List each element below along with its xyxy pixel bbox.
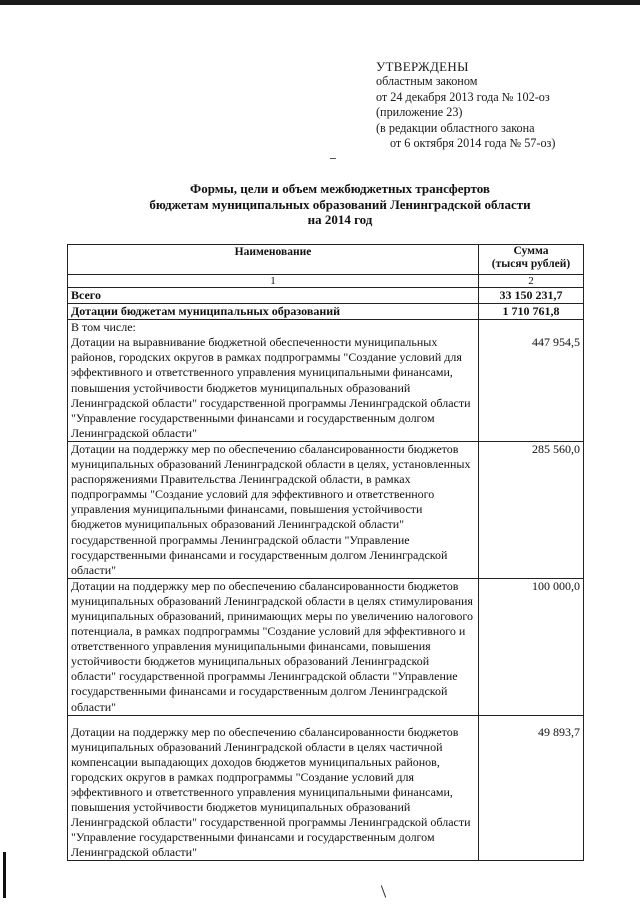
scan-edge-mark [3, 852, 6, 898]
approval-line: (приложение 23) [376, 105, 463, 120]
column-number: 2 [479, 275, 584, 288]
header-sum-title: Сумма [513, 245, 549, 257]
row-text: Дотации на поддержку мер по обеспечению сбалансированности бюджетов муниципальных образований Ленинградской области в целях частичной компенсации выпадающих доходов бюджетов муниципальных районов, городских округов в рамках подпрограммы "Создание условий для эффективного и ответственного управления муниципальными финансами, повышения устойчивости бюджетов муниципальных образований Ленинградской области" государственной программы Ленинградской области "Управление государственными финансами и государственным долгом Ленинградской области" [68, 715, 479, 861]
scan-top-border [0, 0, 640, 5]
approval-line: (в редакции областного закона [376, 120, 535, 135]
row-value: 447 954,5 [479, 320, 584, 442]
approval-stamp-block [376, 59, 606, 151]
table-row [68, 441, 584, 578]
table-row [68, 578, 584, 715]
approval-line: от 6 октября 2014 года № 57-оз) [390, 136, 556, 151]
table-row-total [68, 288, 584, 304]
subsidies-value: 1 710 761,8 [479, 304, 584, 320]
approval-line: от 24 декабря 2013 года № 102-оз [376, 89, 550, 104]
transfers-table [67, 244, 584, 861]
column-number-row [68, 275, 584, 288]
total-value: 33 150 231,7 [479, 288, 584, 304]
column-number: 1 [68, 275, 479, 288]
header-name: Наименование [68, 245, 479, 275]
pen-mark [381, 885, 386, 898]
approval-line: областным законом [376, 74, 478, 89]
row-text: Дотации на поддержку мер по обеспечению сбалансированности бюджетов муниципальных образований Ленинградской области в целях стимулирования муниципальных образований, принимающих меры по увеличению налогового потенциала, в рамках подпрограммы "Создание условий для эффективного и ответственного управления муниципальными финансами, повышения устойчивости бюджетов муниципальных образований Ленинградской области" государственной программы Ленинградской области "Управление государственными финансами и государственным долгом Ленинградской области" [68, 578, 479, 715]
dash-mark [330, 158, 336, 159]
header-sum [479, 245, 584, 275]
row-value: 49 893,7 [479, 715, 584, 861]
row-value: 285 560,0 [479, 441, 584, 578]
row-text: Дотации на выравнивание бюджетной обеспеченности муниципальных районов, городских округов в рамках подпрограммы "Создание условий для эффективного и ответственного управления муниципальными финансами, повышения устойчивости бюджетов муниципальных образований Ленинградской области" государственной программы Ленинградской области "Управление государственными финансами и государственным долгом Ленинградской области" [71, 335, 471, 440]
total-label: Всего [68, 288, 479, 304]
approval-title: УТВЕРЖДЕНЫ [376, 59, 469, 74]
table-row-subsidies [68, 304, 584, 320]
row-text: Дотации на поддержку мер по обеспечению сбалансированности бюджетов муниципальных образований Ленинградской области в целях, установленных распоряжениями Правительства Ленинградской области, в рамках подпрограммы "Создание условий для эффективного и ответственного управления муниципальными финансами, повышения устойчивости бюджетов муниципальных образований Ленинградской области" государственной программы Ленинградской области "Управление государственными финансами и государственным долгом Ленинградской области" [68, 441, 479, 578]
row-description [68, 320, 479, 442]
title-line: на 2014 год [307, 212, 373, 227]
subsidies-label: Дотации бюджетам муниципальных образований [68, 304, 479, 320]
document-title [60, 181, 620, 228]
table-row [68, 320, 584, 442]
header-sum-unit: (тысяч рублей) [491, 258, 571, 270]
table-row [68, 715, 584, 861]
title-line: Формы, цели и объем межбюджетных трансфертов [190, 181, 490, 196]
title-line: бюджетам муниципальных образований Ленинградской области [149, 196, 531, 212]
row-prefix: В том числе: [71, 320, 136, 335]
row-value: 100 000,0 [479, 578, 584, 715]
table-header-row [68, 245, 584, 275]
